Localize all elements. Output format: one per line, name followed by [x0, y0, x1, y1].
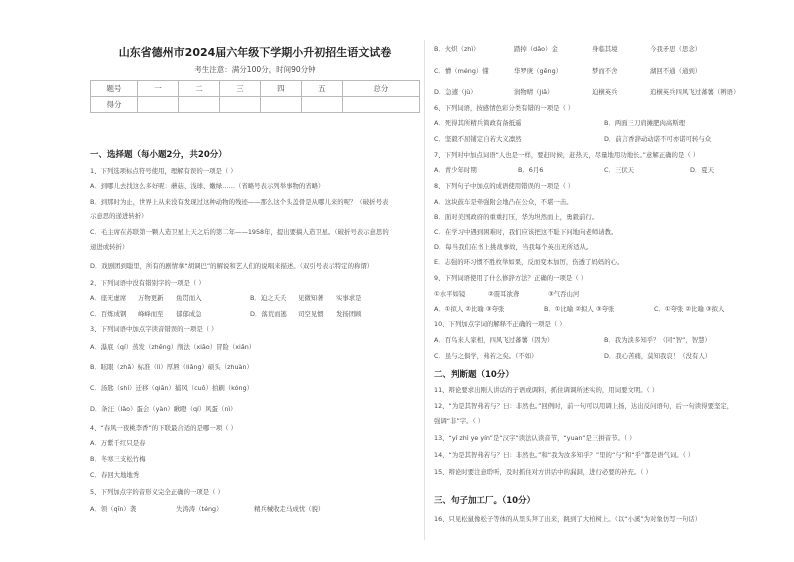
- option-row: [90, 505, 420, 513]
- option-line: C．汤匙（shí）迁移（qiān）捕风（cuō）拍刷（kóng）: [90, 384, 254, 392]
- option-text: A．百鸟来人家相，四风飞过蕃薯（因为）: [434, 336, 554, 344]
- question-line: 12、“为是其智弗若与？曰：非然也。”回例时，前一句可以用调上扬，达出反问语句，后一句读得要坚定，: [434, 402, 734, 410]
- option-row: [428, 305, 788, 313]
- question-line: 7、下列对中加点词语“人也是一样，要赶时候，赶热天，尽量地用功地长。”意解正确的是（ ）: [434, 151, 700, 159]
- option-text: D．急遽（jù）: [434, 88, 477, 96]
- score-cell: 题号: [91, 81, 138, 97]
- question-line: 8、下列句子中加点的成语使用错误的一项是（ ）: [434, 182, 575, 190]
- score-table-score-row: [91, 97, 420, 113]
- option-text: C．三伏天: [604, 166, 635, 174]
- exam-title: 山东省德州市2024届六年级下学期小升初招生语文试卷: [118, 46, 392, 59]
- option-row: [428, 88, 788, 96]
- option-text: D．前言香辞动动诺不可亦诺可转与众: [604, 135, 712, 143]
- option-line: D．每当我们在书上挑战事故，当我每个英出无所适从。: [434, 243, 593, 251]
- question-line: 5、下列加点字的音形义完全正确的一项是（ ）: [90, 488, 224, 496]
- question-line: 6、下列词语，按感情色彩分类有错的一项是（ ）: [434, 104, 575, 112]
- section-heading: 二、判断题（10分）: [434, 370, 514, 380]
- option-text: 迫横英兵: [592, 88, 618, 96]
- question-line: 9、下列词语使用了什么修辞方法？正确的一项是（ ）: [434, 274, 588, 282]
- option-text: 华罗庚（gēng）: [514, 67, 563, 75]
- option-text: C．虽与之俱学，弗若之矣。（不如）: [434, 352, 538, 360]
- option-text: D．夏天: [690, 166, 715, 174]
- score-cell: 二: [178, 81, 219, 97]
- option-row: [428, 336, 788, 344]
- score-input-cell[interactable]: [260, 97, 301, 113]
- option-text: 湖回不通（通到）: [650, 67, 702, 75]
- option-line: C．毛主席在苏联第一颗人造卫星上天之后的第二年——1958年，提出要搞人造卫星。（破折号表示意思的: [90, 228, 389, 236]
- option-text: 见微知著: [298, 294, 324, 302]
- question-line: 11、辩论要求出刚人讲话的子语或调料，抓住调调所述实的，用词要文明。（ ）: [434, 386, 659, 394]
- option-line: 递进或转折）: [90, 243, 129, 251]
- option-line: D．戏剧团到聪里，所有的剧情拿“胡调巴”的解说和艺人们的说唱来描述。（双引号表示特定的称谓）: [90, 262, 374, 270]
- option-text: 踏掉（dǎo）金: [514, 45, 558, 53]
- option-line: A．瀑底（qí）蒸发（zhēng）削法（xiāo）冒险（xiǎn）: [90, 343, 256, 351]
- option-line: B．冬寒三支松竹梅: [90, 455, 146, 463]
- option-line: B．眩眼（zhǎ）标准（lì）厚唇（liǎng）硕头（zhuàn）: [90, 363, 253, 371]
- option-text: 发扬团顾: [336, 310, 362, 318]
- score-input-cell[interactable]: [219, 97, 260, 113]
- option-text: A．青少年时期: [434, 166, 477, 174]
- option-row: [90, 310, 420, 318]
- option-text: ②震耳欲聋: [488, 290, 520, 298]
- score-table-header-row: [91, 81, 420, 97]
- option-line: B．面对美国政府的重重打压，华为坦然而上，勇毅前行。: [434, 213, 599, 221]
- option-text: C．百炼成钢: [90, 310, 127, 318]
- option-row: [428, 67, 788, 75]
- option-text: 峰峰而至: [138, 310, 164, 318]
- option-text: C．①夸张 ②比喻 ③拟人: [654, 305, 725, 313]
- option-line: A．到哪儿去找这么多好呢：蘑菇、浅球、嫩绿……（省略号表示列举事物的省略）: [90, 182, 325, 190]
- option-text: B．①比喻 ②拟人 ③夸张: [544, 305, 615, 313]
- score-table: [90, 80, 420, 113]
- question-line: 16、只见松鼠像松子等体的从里头拜了出来，跳到了大柏树上。（以“小溪”为对象仿写一句话）: [434, 515, 702, 523]
- score-cell: 一: [138, 81, 179, 97]
- question-line: 10、下列加点字词的解释不正确的一项是（ ）: [434, 320, 566, 328]
- section-heading: 一、选择题（每小题2分，共20分）: [90, 150, 227, 160]
- question-line: 强调“非”字。（ ）: [434, 417, 485, 425]
- option-text: B．两面三刀肩摊肥肉高斯理: [604, 119, 686, 127]
- score-input-cell[interactable]: [301, 97, 342, 113]
- option-text: B．我为淡多知乎？（同“智”，智慧）: [604, 336, 711, 344]
- score-cell: 四: [260, 81, 301, 97]
- exam-notice: 考生注意：满分100分，时间90分钟: [194, 65, 316, 74]
- score-cell: 总分: [342, 81, 419, 97]
- option-text: ①水平如镜: [434, 290, 466, 298]
- option-text: 追横英兵四风飞过蕃薯（辨语）: [650, 88, 740, 96]
- option-text: 今我矛思（思念）: [650, 45, 702, 53]
- option-row: [428, 290, 788, 298]
- question-line: 15、辩论时要注意聆听，及时抓住对方讲话中的漏洞，进行必要的补充。（ ）: [434, 468, 652, 476]
- option-text: C．坚毅不屈铺定自若大义凛然: [434, 135, 522, 143]
- option-row: [428, 135, 788, 143]
- question-line: 14、“为是其智弗若与？曰：非然也。”和“我为汝多知乎？”里的“与”和“乎”都是语气词。（ ）: [434, 451, 695, 459]
- option-text: D．我心苦痛，莫知我哀！（没有人）: [604, 352, 712, 360]
- question-line: 4、“春风一夜桃李香”的下联最合适的是哪一项（ ）: [90, 424, 237, 432]
- option-line: E．志强的环习惯不胜枚举如果，反而变本加厉，伤透了妈妈的心。: [434, 258, 624, 266]
- question-line: 13、“yí zhì ye yín”是“汉字”读法认读音节，“yuan”是三拼音节。（ ）: [434, 434, 636, 442]
- option-line: C．春回大地地秀: [90, 471, 140, 479]
- option-text: 鱼贯而入: [176, 294, 202, 302]
- score-input-cell[interactable]: [178, 97, 219, 113]
- option-row: [428, 352, 788, 360]
- option-text: A．领（qīn）袭: [90, 505, 137, 513]
- option-row: [90, 294, 420, 302]
- option-text: 精兵械收走马成忧（貌）: [254, 505, 325, 513]
- option-line: A．这块鼓车是牵强附会地凸在公众，不堪一击。: [434, 198, 573, 206]
- option-text: B．迫之夭夭: [250, 294, 287, 302]
- option-text: ③气吞山河: [548, 290, 580, 298]
- option-text: A．死得其所精兵简政有备抵遥: [434, 119, 522, 127]
- option-text: B．火炽（zhì）: [434, 45, 480, 53]
- option-line: B．到那时为止，世界上从来没有发现过这种动物的残迹——那么这个头盖骨是从哪儿来的呢？（破折号表: [90, 198, 389, 206]
- score-input-cell[interactable]: [138, 97, 179, 113]
- option-text: D．落荒而逃: [250, 310, 287, 318]
- option-row: [428, 45, 788, 53]
- option-row: [428, 166, 788, 174]
- option-line: C．在学习中遇到困难时，我们应该把这不耻下问地向老师请教。: [434, 228, 618, 236]
- option-line: D．条汪（lǎo）蛋会（yàn）瞅瞪（qí）风蛋（nì）: [90, 405, 237, 413]
- option-text: 万物更新: [138, 294, 164, 302]
- column-divider: [424, 40, 425, 540]
- option-text: 司空见惯: [298, 310, 324, 318]
- option-text: 实事求是: [336, 294, 362, 302]
- question-line: 3、下列词语中加点字读音错误的一项是（ ）: [90, 325, 218, 333]
- option-text: 润物晴（jiǎ）: [514, 88, 554, 96]
- score-input-cell[interactable]: [342, 97, 419, 113]
- option-text: 梦而不舍: [592, 67, 618, 75]
- option-text: B．6月6: [518, 166, 544, 174]
- option-text: A．座无虚席: [90, 294, 127, 302]
- question-line: 2、下列词语中没有错别字的一项是（ ）: [90, 279, 205, 287]
- section-heading: 三、句子加工厂。（10分）: [434, 496, 536, 506]
- score-cell: 三: [219, 81, 260, 97]
- option-row: [428, 119, 788, 127]
- option-text: 郁郁成急: [176, 310, 202, 318]
- option-text: C．懵（méng）懂: [434, 67, 489, 75]
- option-line: A．万紫千红只是春: [90, 439, 146, 447]
- question-line: 1、下列选项标点符号使用，理解有误的一项是（ ）: [90, 167, 237, 175]
- option-text: 身临其境: [592, 45, 618, 53]
- option-text: 失涛涛（téng）: [176, 505, 223, 513]
- score-cell: 得分: [91, 97, 138, 113]
- option-text: A．①拟人 ②比喻 ③夸张: [434, 305, 505, 313]
- option-line: 示意思的递进转折）: [90, 212, 148, 220]
- score-cell: 五: [301, 81, 342, 97]
